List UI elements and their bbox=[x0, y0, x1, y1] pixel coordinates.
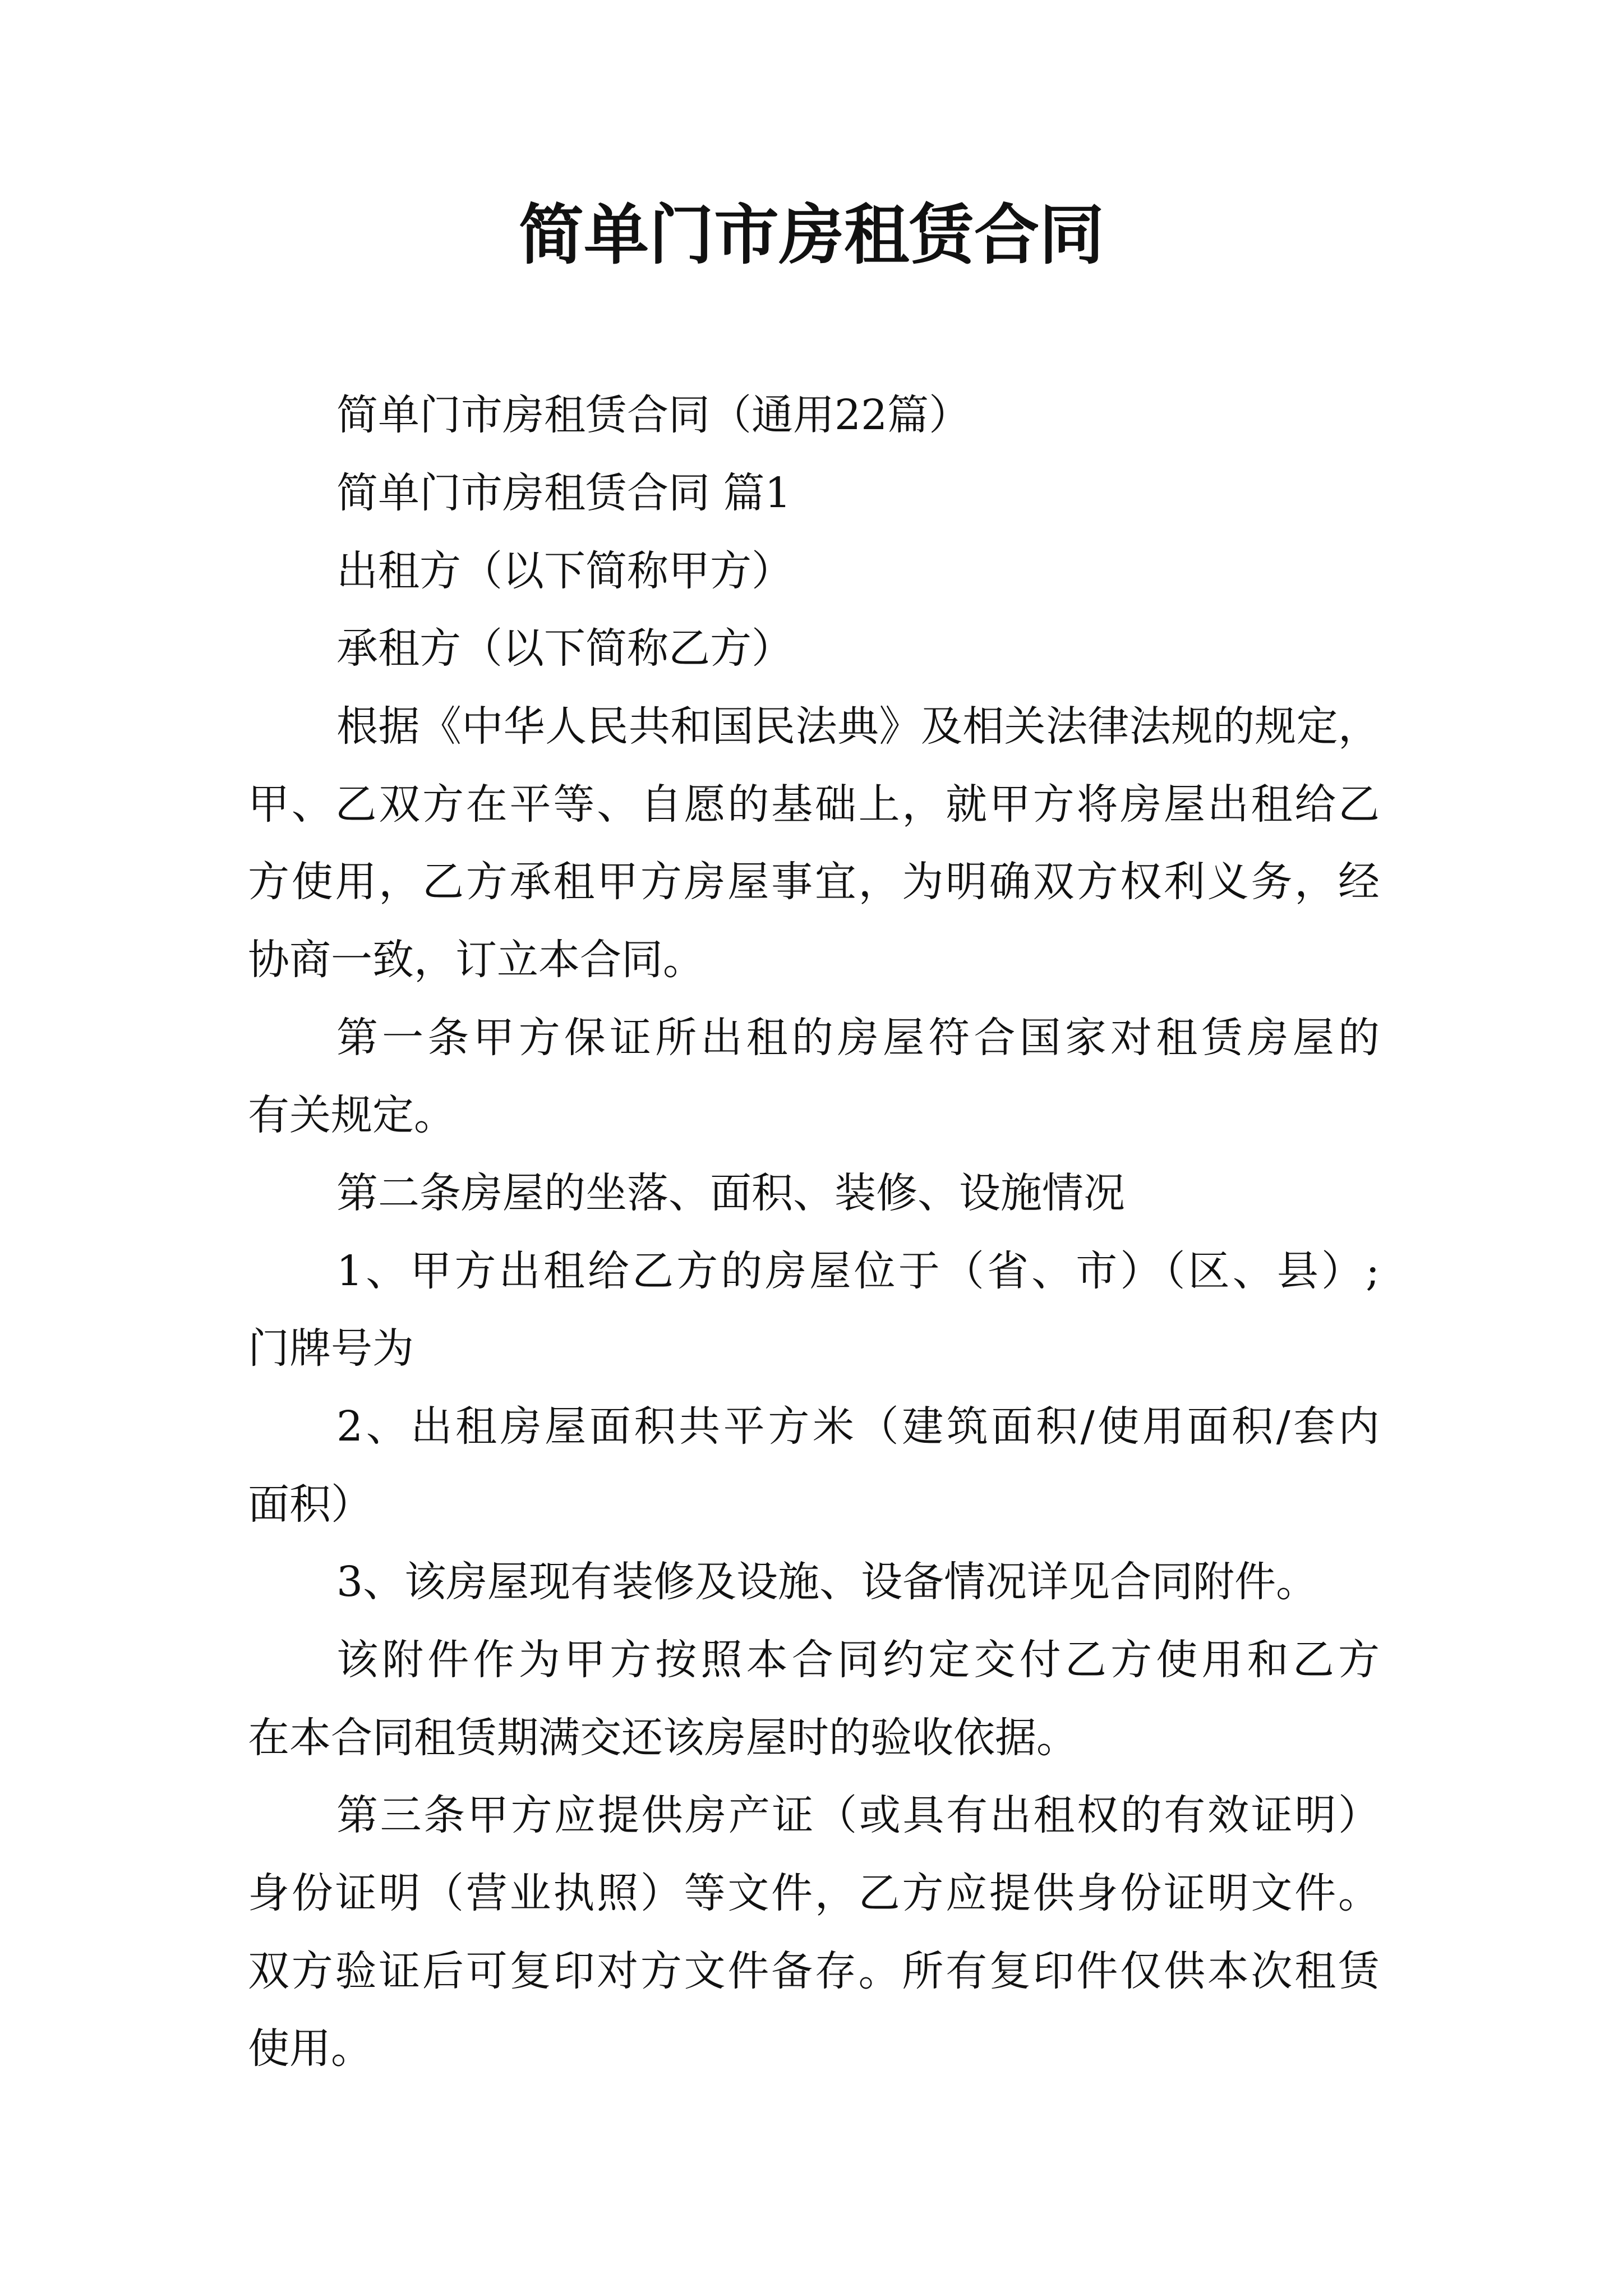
text-line: 方使用，乙方承租甲方房屋事宜，为明确双方权利义务，经 bbox=[248, 858, 1380, 906]
article-2-heading: 第二条房屋的坐落、面积、装修、设施情况 bbox=[336, 1169, 1125, 1217]
article-3-line: 身份证明（营业执照）等文件，乙方应提供身份证明文件。 bbox=[248, 1869, 1380, 1917]
article-2-item-2: 面积） bbox=[248, 1480, 372, 1529]
text-line: 协商一致，订立本合同。 bbox=[248, 936, 704, 984]
annex-line: 该附件作为甲方按照本合同约定交付乙方使用和乙方 bbox=[336, 1636, 1380, 1684]
article-1-line: 有关规定。 bbox=[248, 1091, 455, 1139]
article-3-line: 第三条甲方应提供房产证（或具有出租权的有效证明） bbox=[336, 1791, 1380, 1839]
subtitle-line: 简单门市房租赁合同（通用22篇） bbox=[336, 391, 971, 439]
article-2-item-1: 门牌号为 bbox=[248, 1324, 414, 1373]
text-line: 根据《中华人民共和国民法典》及相关法律法规的规定， bbox=[336, 702, 1380, 751]
text-line: 甲、乙双方在平等、自愿的基础上，就甲方将房屋出租给乙 bbox=[248, 780, 1380, 829]
party-lessor-line: 出租方（以下简称甲方） bbox=[336, 547, 793, 595]
article-3-line: 双方验证后可复印对方文件备存。所有复印件仅供本次租赁 bbox=[248, 1947, 1380, 1995]
article-3-line: 使用。 bbox=[248, 2024, 372, 2073]
party-lessee-line: 承租方（以下简称乙方） bbox=[336, 624, 793, 673]
article-1-line: 第一条甲方保证所出租的房屋符合国家对租赁房屋的 bbox=[336, 1014, 1380, 1062]
document-title: 简单门市房租赁合同 bbox=[519, 197, 1104, 273]
article-2-item-2: 2、出租房屋面积共平方米（建筑面积/使用面积/套内 bbox=[336, 1402, 1380, 1451]
article-2-item-1: 1、甲方出租给乙方的房屋位于（省、市）（区、县）; bbox=[336, 1247, 1380, 1295]
article-2-item-3: 3、该房屋现有装修及设施、设备情况详见合同附件。 bbox=[336, 1558, 1318, 1606]
section-heading: 简单门市房租赁合同 篇1 bbox=[336, 469, 791, 517]
annex-line: 在本合同租赁期满交还该房屋时的验收依据。 bbox=[248, 1714, 1078, 1762]
